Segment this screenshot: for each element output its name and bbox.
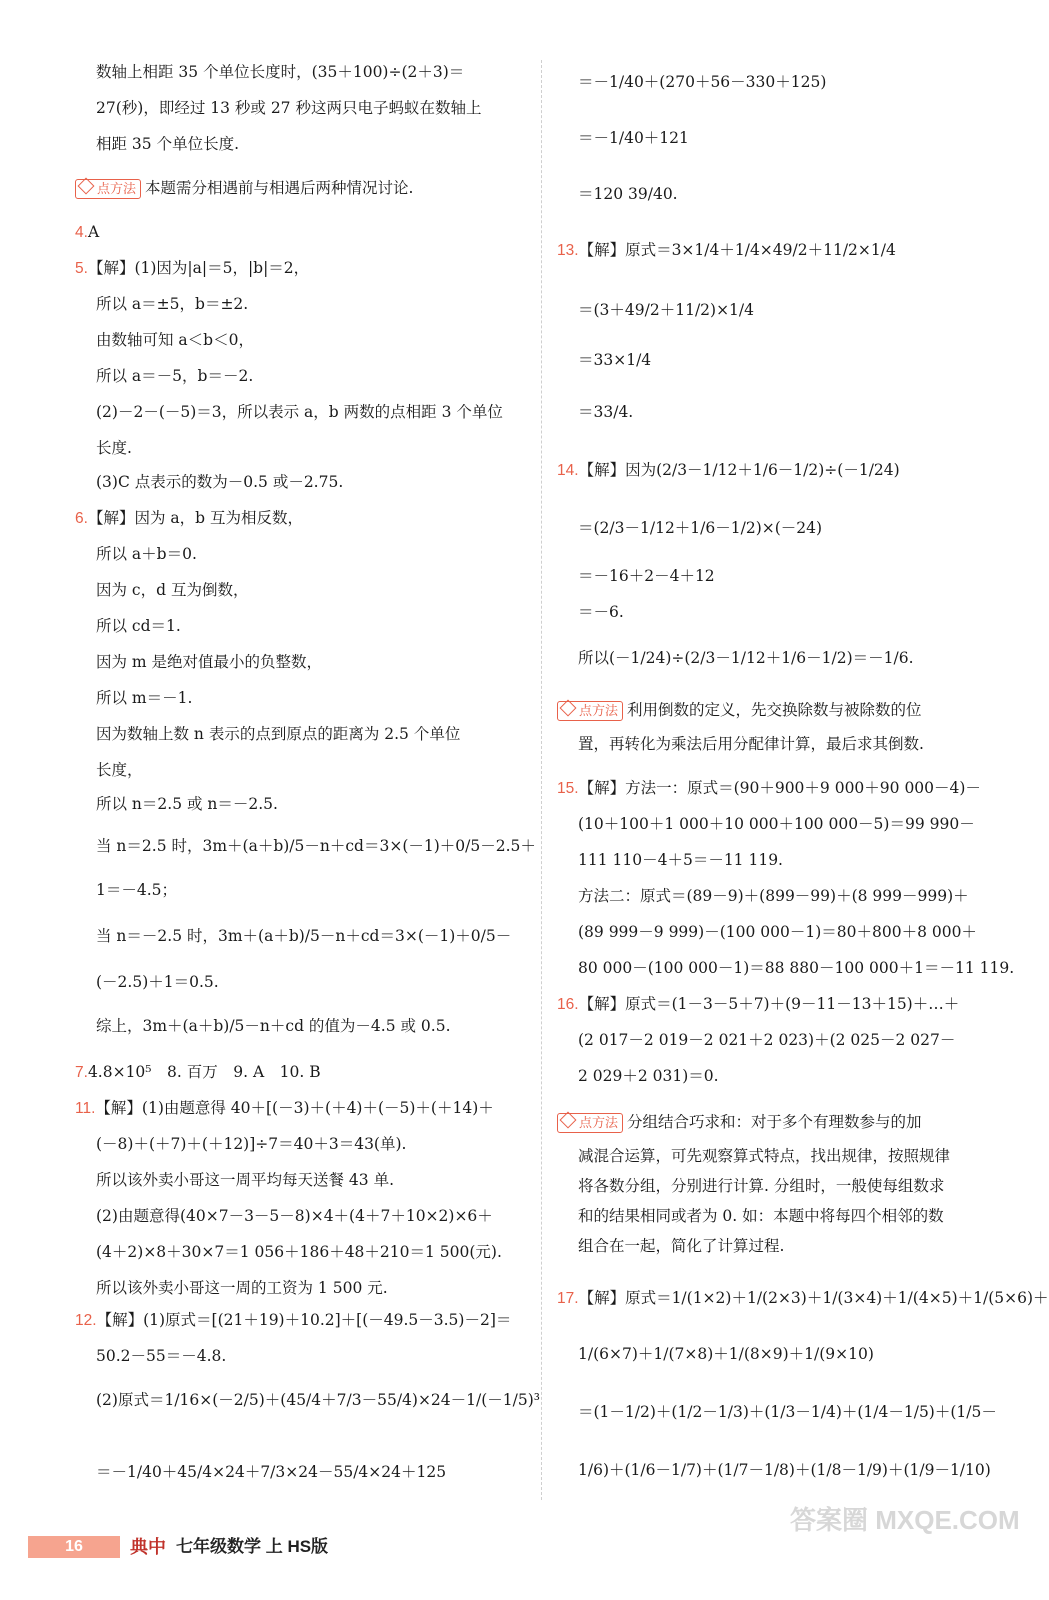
line-text: 【解】(1)原式＝[(21＋19)＋10.2]＋[(－49.5－3.5)－2]＝ xyxy=(96,1311,512,1329)
left-line xyxy=(96,472,343,492)
right-line xyxy=(578,734,924,754)
right-line xyxy=(578,1402,997,1422)
diamond-icon xyxy=(560,700,577,717)
left-line xyxy=(96,402,503,422)
line-text: (－2.5)＋1＝0.5. xyxy=(96,973,219,991)
left-line xyxy=(96,1278,388,1298)
right-line xyxy=(578,1066,719,1086)
line-text: 【解】原式＝(1－3－5＋7)＋(9－11－13＋15)＋…＋ xyxy=(578,995,960,1013)
line-text: 利用倒数的定义，先交换除数与被除数的位 xyxy=(627,701,922,719)
left-line xyxy=(96,1206,493,1226)
line-text: 2 029＋2 031)＝0. xyxy=(578,1067,719,1085)
right-line xyxy=(578,922,977,942)
diamond-icon xyxy=(560,1112,577,1129)
right-line xyxy=(578,72,826,92)
left-line xyxy=(75,1098,494,1119)
method-tip-badge xyxy=(557,701,623,721)
line-text: 80 000－(100 000－1)＝88 880－100 000＋1＝－11 119. xyxy=(578,959,1015,977)
right-line xyxy=(557,1288,1049,1309)
left-line xyxy=(96,1016,451,1036)
line-text: (2)由题意得(40×7－3－5－8)×4＋(4＋7＋10×2)×6＋ xyxy=(96,1207,493,1225)
right-line xyxy=(578,814,975,834)
tip-label: 点方法 xyxy=(579,1115,619,1130)
line-text: ＝－1/40＋121 xyxy=(578,129,689,147)
left-line xyxy=(96,688,192,708)
left-line xyxy=(96,972,219,992)
left-line xyxy=(96,544,197,564)
left-line xyxy=(96,98,481,118)
left-line xyxy=(96,1346,226,1366)
right-line xyxy=(578,1030,955,1050)
line-text: 组合在一起，简化了计算过程. xyxy=(578,1237,785,1255)
left-line xyxy=(96,134,239,154)
question-number: 7. xyxy=(75,1064,88,1081)
line-text: ＝(1－1/2)＋(1/2－1/3)＋(1/3－1/4)＋(1/4－1/5)＋(1/5－ xyxy=(578,1403,997,1421)
line-text: (2)－2－(－5)＝3，所以表示 a，b 两数的点相距 3 个单位 xyxy=(96,403,503,421)
watermark xyxy=(790,1500,1020,1537)
line-text: (89 999－9 999)－(100 000－1)＝80＋800＋8 000＋ xyxy=(578,923,977,941)
left-line xyxy=(96,1242,502,1262)
left-line xyxy=(96,880,177,900)
left-line xyxy=(75,1062,321,1083)
question-number: 16. xyxy=(557,996,579,1013)
right-line xyxy=(557,994,959,1015)
right-line xyxy=(578,300,754,320)
watermark-text: 答案圈 MXQE.COM xyxy=(790,1505,1020,1535)
line-text: 【解】原式＝1/(1×2)＋1/(2×3)＋1/(3×4)＋1/(4×5)＋1/(5×6)＋ xyxy=(578,1289,1049,1307)
right-line xyxy=(578,566,715,586)
line-text: 因为 m 是绝对值最小的负整数， xyxy=(96,653,323,671)
right-line xyxy=(578,402,633,422)
left-line xyxy=(96,366,253,386)
right-line xyxy=(557,778,981,799)
right-line xyxy=(578,850,783,870)
line-text: 4.8×10⁵ 8. 百万 9. A 10. B xyxy=(87,1063,321,1081)
line-text: 所以 m＝－1. xyxy=(96,689,193,707)
left-line xyxy=(96,330,254,350)
right-line xyxy=(578,1146,950,1166)
line-text: 方法二：原式＝(89－9)＋(899－99)＋(8 999－999)＋ xyxy=(578,887,969,905)
question-number: 12. xyxy=(75,1312,97,1329)
line-text: ＝－1/40＋(270＋56－330＋125) xyxy=(578,73,827,91)
left-line xyxy=(96,616,181,636)
line-text: ＝(3＋49/2＋11/2)×1/4 xyxy=(578,301,755,319)
question-number: 4. xyxy=(75,224,88,241)
left-line xyxy=(96,294,248,314)
line-text: 所以该外卖小哥这一周平均每天送餐 43 单. xyxy=(96,1171,395,1189)
book-title: 七年级数学 上 HS版 xyxy=(176,1537,329,1556)
line-text: 由数轴可知 a＜b＜0， xyxy=(96,331,254,349)
left-line xyxy=(75,508,303,529)
right-line xyxy=(578,518,822,538)
question-number: 13. xyxy=(557,242,579,259)
line-text: 当 n＝2.5 时，3m＋(a＋b)/5－n＋cd＝3×(－1)＋0/5－2.5＋ xyxy=(96,837,536,855)
line-text: 减混合运算，可先观察算式特点，找出规律，按照规律 xyxy=(578,1147,951,1165)
line-text: 所以 a＝－5，b＝－2. xyxy=(96,367,254,385)
line-text: (3)C 点表示的数为－0.5 或－2.75. xyxy=(96,473,344,491)
left-line xyxy=(75,222,99,243)
line-text: 综上，3m＋(a＋b)/5－n＋cd 的值为－4.5 或 0.5. xyxy=(96,1017,451,1035)
line-text: 将各数分组，分别进行计算. 分组时，一般使每组数求 xyxy=(578,1177,945,1195)
question-number: 11. xyxy=(75,1100,96,1117)
line-text: 50.2－55＝－4.8. xyxy=(96,1347,227,1365)
left-line xyxy=(96,1462,446,1482)
right-line xyxy=(578,648,914,668)
left-line xyxy=(96,760,143,780)
line-text: 因为 c，d 互为倒数， xyxy=(96,581,249,599)
line-text: 111 110－4＋5＝－11 119. xyxy=(578,851,783,869)
left-line xyxy=(96,1170,394,1190)
line-text: (10＋100＋1 000＋10 000＋100 000－5)＝99 990－ xyxy=(578,815,975,833)
line-text: 因为数轴上数 n 表示的点到原点的距离为 2.5 个单位 xyxy=(96,725,461,743)
line-text: 所以 a＋b＝0. xyxy=(96,545,197,563)
line-text: 所以 cd＝1. xyxy=(96,617,181,635)
question-number: 17. xyxy=(557,1290,579,1307)
left-line xyxy=(96,794,278,814)
line-text: 本题需分相遇前与相遇后两种情况讨论. xyxy=(145,179,414,197)
right-line xyxy=(578,602,624,622)
line-text: 置，再转化为乘法后用分配律计算，最后求其倒数. xyxy=(578,735,924,753)
right-line xyxy=(578,958,1014,978)
tip-label: 点方法 xyxy=(579,703,619,718)
line-text: 【解】因为(2/3－1/12＋1/6－1/2)÷(－1/24) xyxy=(578,461,900,479)
method-tip-badge xyxy=(557,1113,623,1133)
left-line xyxy=(96,580,248,600)
diamond-icon xyxy=(78,178,95,195)
right-line xyxy=(557,700,922,721)
left-line xyxy=(75,1310,511,1331)
left-line xyxy=(96,724,460,744)
left-line xyxy=(96,1390,540,1410)
line-text: 当 n＝－2.5 时，3m＋(a＋b)/5－n＋cd＝3×(－1)＋0/5－ xyxy=(96,927,512,945)
line-text: 27(秒)，即经过 13 秒或 27 秒这两只电子蚂蚁在数轴上 xyxy=(96,99,482,117)
line-text: 数轴上相距 35 个单位长度时，(35＋100)÷(2＋3)＝ xyxy=(96,63,465,81)
method-tip-badge xyxy=(75,179,141,199)
line-text: ＝(2/3－1/12＋1/6－1/2)×(－24) xyxy=(578,519,823,537)
line-text: 1/(6×7)＋1/(7×8)＋1/(8×9)＋1/(9×10) xyxy=(578,1345,874,1363)
line-text: 【解】方法一：原式＝(90＋900＋9 000＋90 000－4)－ xyxy=(578,779,981,797)
line-text: 【解】因为 a，b 互为相反数， xyxy=(87,509,303,527)
right-line xyxy=(578,350,651,370)
left-line xyxy=(96,836,536,856)
line-text: (4＋2)×8＋30×7＝1 056＋186＋48＋210＝1 500(元). xyxy=(96,1243,502,1261)
left-line xyxy=(96,62,464,82)
right-line xyxy=(578,886,969,906)
line-text: 1＝－4.5； xyxy=(96,881,178,899)
line-text: 【解】(1)由题意得 40＋[(－3)＋(＋4)＋(－5)＋(＋14)＋ xyxy=(95,1099,494,1117)
page-number: 16 xyxy=(28,1536,120,1558)
line-text: ＝－6. xyxy=(578,603,624,621)
right-line xyxy=(578,128,689,148)
line-text: ＝120 39/40. xyxy=(578,185,678,203)
left-line xyxy=(96,926,511,946)
right-line xyxy=(557,240,896,261)
line-text: 相距 35 个单位长度. xyxy=(96,135,240,153)
line-text: 【解】原式＝3×1/4＋1/4×49/2＋11/2×1/4 xyxy=(578,241,896,259)
line-text: 【解】(1)因为|a|＝5，|b|＝2， xyxy=(87,259,310,277)
line-text: 分组结合巧求和：对于多个有理数参与的加 xyxy=(627,1113,922,1131)
line-text: ＝33×1/4 xyxy=(578,351,652,369)
right-line xyxy=(578,1206,944,1226)
line-text: 长度， xyxy=(96,761,143,779)
line-text: 长度. xyxy=(96,439,132,457)
right-line xyxy=(557,460,900,481)
line-text: ＝33/4. xyxy=(578,403,634,421)
brand-logo: 典中 xyxy=(130,1537,166,1557)
line-text: ＝－1/40＋45/4×24＋7/3×24－55/4×24＋125 xyxy=(96,1463,447,1481)
right-line xyxy=(578,1460,991,1480)
left-line xyxy=(75,258,309,279)
line-text: 所以(－1/24)÷(2/3－1/12＋1/6－1/2)＝－1/6. xyxy=(578,649,914,667)
line-text: (2 017－2 019－2 021＋2 023)＋(2 025－2 027－ xyxy=(578,1031,956,1049)
column-divider xyxy=(541,60,542,1500)
right-line xyxy=(557,1112,922,1133)
line-text: (2)原式＝1/16×(－2/5)＋(45/4＋7/3－55/4)×24－1/(－1/5)³ xyxy=(96,1391,540,1409)
line-text: 所以 a＝±5，b＝±2. xyxy=(96,295,249,313)
line-text: 和的结果相同或者为 0. 如：本题中将每四个相邻的数 xyxy=(578,1207,944,1225)
left-line xyxy=(96,652,322,672)
left-line xyxy=(96,438,132,458)
right-line xyxy=(578,184,678,204)
line-text: ＝－16＋2－4＋12 xyxy=(578,567,715,585)
line-text: (－8)＋(＋7)＋(＋12)]÷7＝40＋3＝43(单). xyxy=(96,1135,407,1153)
question-number: 5. xyxy=(75,260,88,277)
left-line xyxy=(96,1134,406,1154)
line-text: 所以 n＝2.5 或 n＝－2.5. xyxy=(96,795,278,813)
question-number: 6. xyxy=(75,510,88,527)
question-number: 14. xyxy=(557,462,579,479)
left-line xyxy=(75,178,413,199)
line-text: 1/6)＋(1/6－1/7)＋(1/7－1/8)＋(1/8－1/9)＋(1/9－1/10) xyxy=(578,1461,991,1479)
line-text: 所以该外卖小哥这一周的工资为 1 500 元. xyxy=(96,1279,388,1297)
line-text: A xyxy=(87,223,100,241)
tip-label: 点方法 xyxy=(97,181,137,196)
right-line xyxy=(578,1236,784,1256)
question-number: 15. xyxy=(557,780,579,797)
right-line xyxy=(578,1344,874,1364)
right-line xyxy=(578,1176,944,1196)
